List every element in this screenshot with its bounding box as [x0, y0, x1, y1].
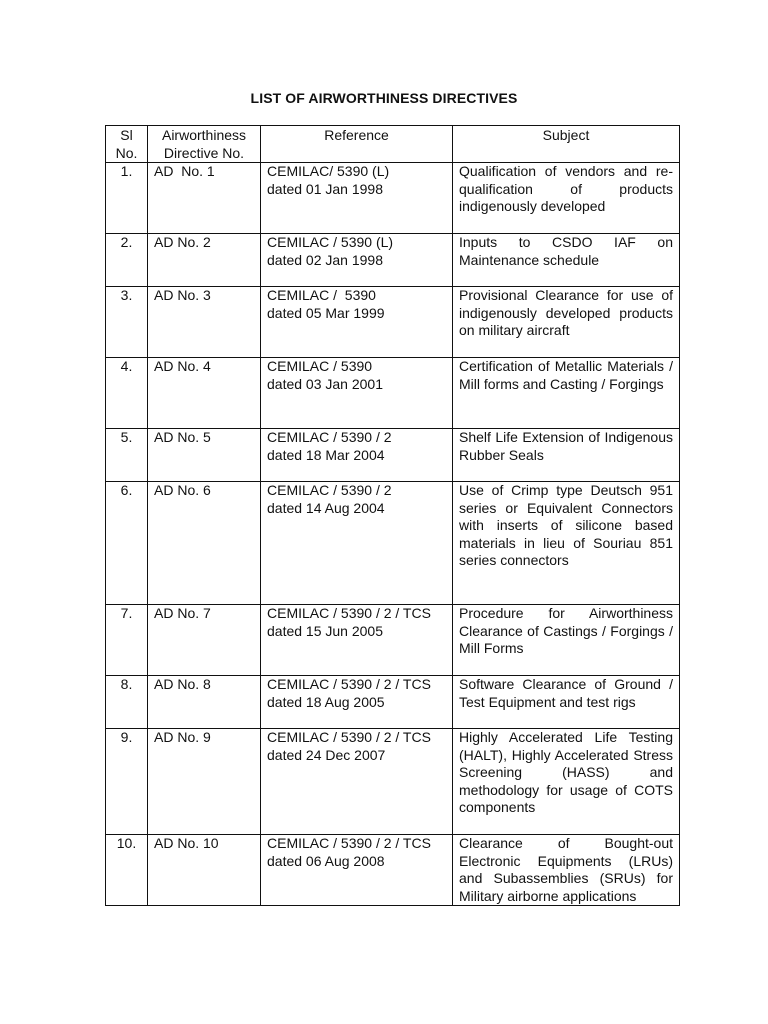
table-row: [106, 163, 680, 234]
table-row: [106, 358, 680, 429]
directives-table: [105, 125, 680, 906]
cell-subject: Shelf Life Extension of Indigenous Rubber Seals: [453, 429, 680, 482]
ad-number: AD No. 7: [154, 605, 211, 621]
ad-number: AD No. 4: [154, 358, 211, 374]
reference-date: dated 18 Aug 2005: [267, 693, 385, 710]
cell-subject: Certification of Metallic Materials / Mill forms and Casting / Forgings: [453, 358, 680, 429]
reference-number: CEMILAC / 5390 / 2: [267, 429, 392, 445]
cell-reference: [261, 429, 453, 482]
cell-sl-no: 6.: [106, 482, 148, 605]
table-row: [106, 287, 680, 358]
cell-subject: Procedure for Airworthiness Clearance of Castings / Forgings / Mill Forms: [453, 605, 680, 676]
reference-date: dated 06 Aug 2008: [267, 852, 385, 869]
cell-sl-no: 3.: [106, 287, 148, 358]
reference-date: dated 01 Jan 1998: [267, 180, 383, 197]
reference-number: CEMILAC / 5390: [267, 358, 373, 374]
reference-date: dated 03 Jan 2001: [267, 375, 383, 392]
cell-subject: Software Clearance of Ground / Test Equipment and test rigs: [453, 676, 680, 729]
cell-sl-no: 2.: [106, 234, 148, 287]
cell-reference: [261, 729, 453, 835]
table-row: [106, 605, 680, 676]
ad-number: AD No. 6: [154, 482, 211, 498]
reference-number: CEMILAC / 5390 / 2: [267, 482, 392, 498]
reference-number: CEMILAC / 5390 / 2 / TCS: [267, 729, 431, 745]
header-subject: Subject: [453, 126, 680, 163]
cell-sl-no: 8.: [106, 676, 148, 729]
cell-ad-no: [148, 234, 261, 287]
cell-subject: Clearance of Bought-out Electronic Equipments (LRUs) and Subassemblies (SRUs) for Military airborne applications: [453, 835, 680, 906]
cell-ad-no: [148, 163, 261, 234]
reference-number: CEMILAC/ 5390 (L): [267, 163, 390, 179]
reference-number: CEMILAC / 5390 / 2 / TCS: [267, 605, 431, 621]
cell-reference: [261, 482, 453, 605]
cell-reference: [261, 358, 453, 429]
cell-reference: [261, 234, 453, 287]
cell-subject: Highly Accelerated Life Testing (HALT), Highly Accelerated Stress Screening (HASS) and methodology for usage of COTS components: [453, 729, 680, 835]
cell-ad-no: [148, 358, 261, 429]
table-row: [106, 676, 680, 729]
cell-reference: [261, 835, 453, 906]
cell-sl-no: 10.: [106, 835, 148, 906]
cell-sl-no: 1.: [106, 163, 148, 234]
header-sl-no: Sl No.: [106, 126, 148, 163]
ad-number: AD No. 9: [154, 729, 211, 745]
cell-sl-no: 9.: [106, 729, 148, 835]
cell-subject: Inputs to CSDO IAF on Maintenance schedule: [453, 234, 680, 287]
cell-ad-no: [148, 729, 261, 835]
reference-date: dated 18 Mar 2004: [267, 446, 385, 463]
table-header-row: [106, 126, 680, 163]
reference-date: dated 14 Aug 2004: [267, 499, 385, 516]
cell-subject: Use of Crimp type Deutsch 951 series or Equivalent Connectors with inserts of silicone based materials in lieu of Souriau 851 series connectors: [453, 482, 680, 605]
ad-number: AD No. 8: [154, 676, 211, 692]
cell-reference: [261, 287, 453, 358]
cell-ad-no: [148, 287, 261, 358]
ad-number: AD No. 1: [154, 163, 215, 179]
reference-date: dated 02 Jan 1998: [267, 251, 383, 268]
cell-ad-no: [148, 429, 261, 482]
cell-subject: Qualification of vendors and re-qualification of products indigenously developed: [453, 163, 680, 234]
cell-reference: [261, 676, 453, 729]
cell-subject: Provisional Clearance for use of indigenously developed products on military aircraft: [453, 287, 680, 358]
cell-reference: [261, 605, 453, 676]
ad-number: AD No. 10: [154, 835, 219, 851]
table-row: [106, 835, 680, 906]
cell-reference: [261, 163, 453, 234]
cell-sl-no: 4.: [106, 358, 148, 429]
cell-ad-no: [148, 482, 261, 605]
cell-ad-no: [148, 835, 261, 906]
table-row: [106, 234, 680, 287]
reference-number: CEMILAC / 5390: [267, 287, 376, 303]
reference-number: CEMILAC / 5390 / 2 / TCS: [267, 676, 431, 692]
reference-date: dated 15 Jun 2005: [267, 622, 383, 639]
table-body: [106, 163, 680, 906]
table-row: [106, 729, 680, 835]
table-row: [106, 482, 680, 605]
document-title: LIST OF AIRWORTHINESS DIRECTIVES: [250, 90, 518, 106]
reference-date: dated 24 Dec 2007: [267, 746, 386, 763]
ad-number: AD No. 3: [154, 287, 211, 303]
reference-date: dated 05 Mar 1999: [267, 304, 385, 321]
cell-ad-no: [148, 605, 261, 676]
reference-number: CEMILAC / 5390 / 2 / TCS: [267, 835, 431, 851]
ad-number: AD No. 5: [154, 429, 211, 445]
cell-sl-no: 7.: [106, 605, 148, 676]
header-reference: Reference: [261, 126, 453, 163]
cell-ad-no: [148, 676, 261, 729]
reference-number: CEMILAC / 5390 (L): [267, 234, 394, 250]
table-row: [106, 429, 680, 482]
ad-number: AD No. 2: [154, 234, 211, 250]
cell-sl-no: 5.: [106, 429, 148, 482]
header-ad-no: Airworthiness Directive No.: [148, 126, 261, 163]
